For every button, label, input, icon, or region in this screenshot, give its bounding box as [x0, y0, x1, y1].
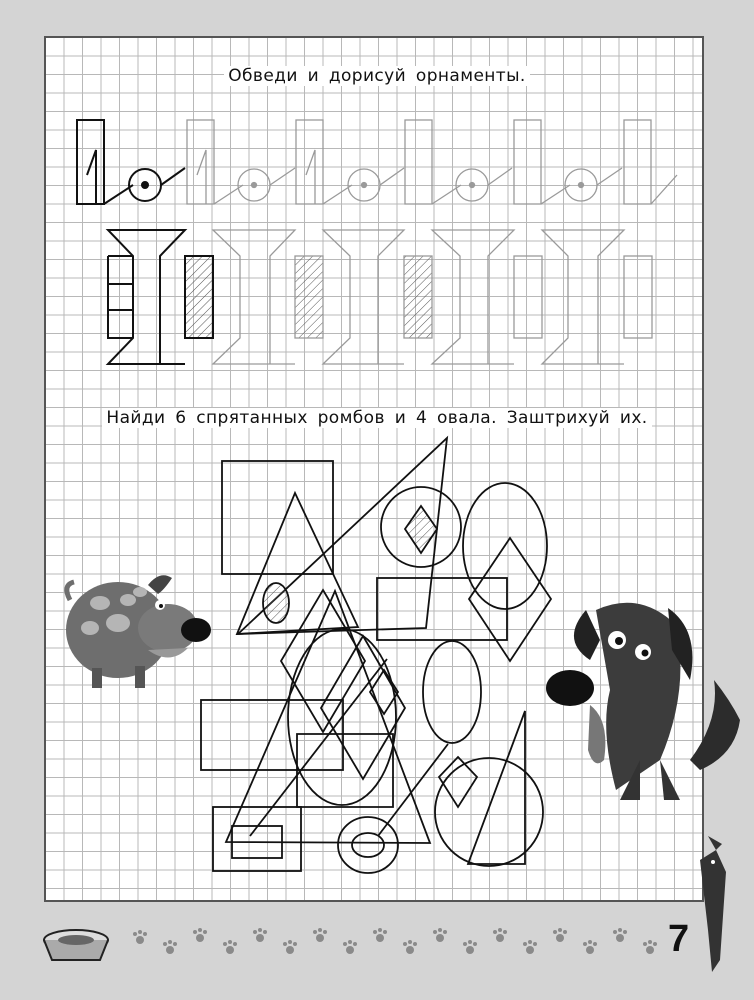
dog-bowl-icon	[44, 930, 108, 960]
task1-title: Обведи и дорисуй орнаменты.	[0, 66, 754, 86]
task2-title: Найди 6 спрятанных ромбов и 4 овала. Заштрихуй их.	[0, 408, 754, 428]
paw-print-trail	[133, 928, 657, 954]
grid-paper	[44, 36, 704, 902]
page-number: 7	[668, 918, 690, 960]
